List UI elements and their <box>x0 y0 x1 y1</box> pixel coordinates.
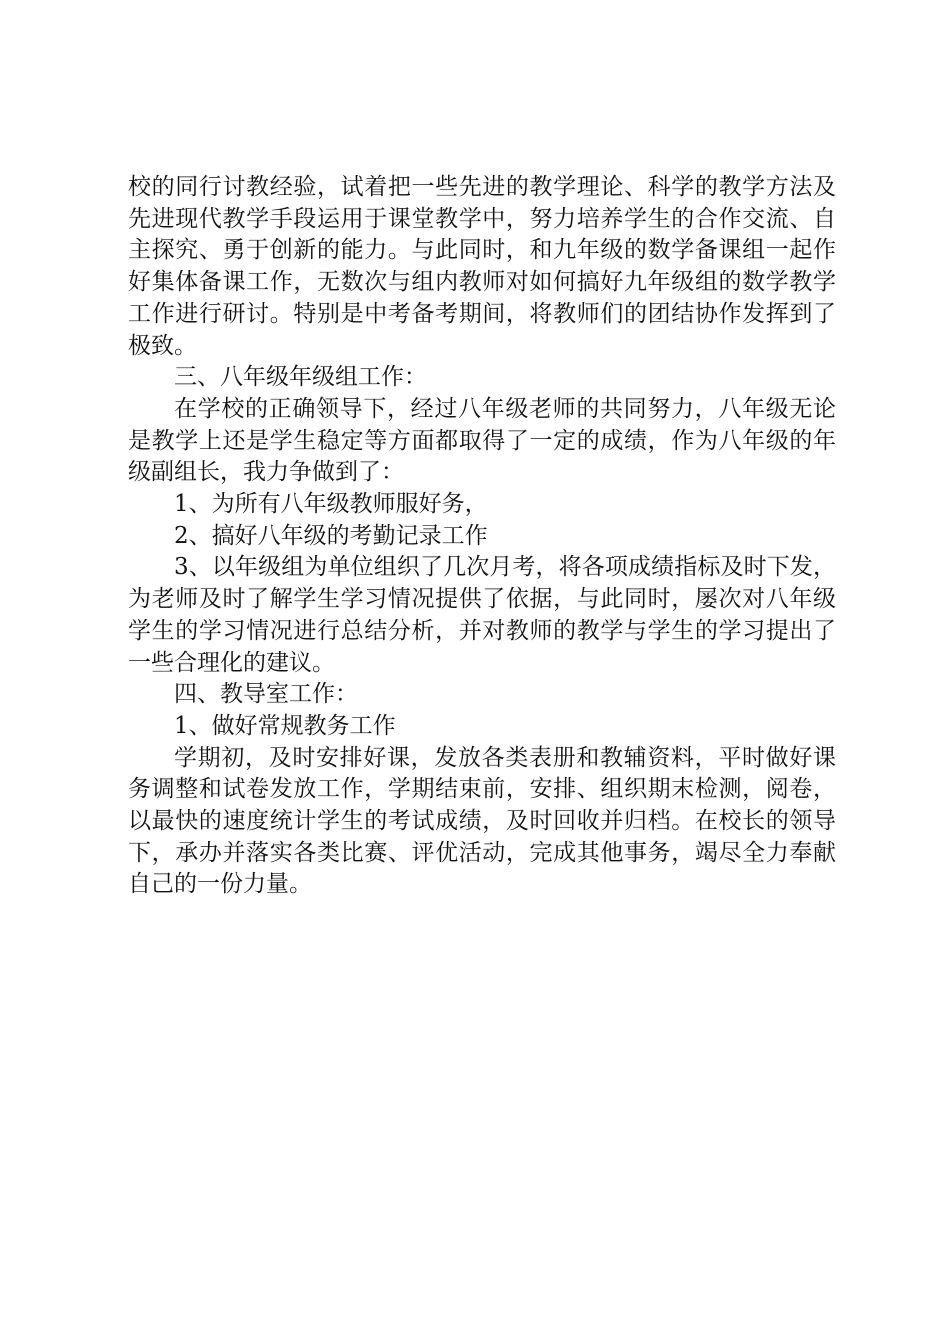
list-item-2: 2、搞好八年级的考勤记录工作 <box>174 522 488 549</box>
paragraph-routine-affairs: 学期初，及时安排好课，发放各类表册和教辅资料，平时做好课务调整和试卷发放工作，学期结束前，安排、组织期末检测，阅卷，以最快的速度统计学生的考试成绩，及时回收并归档。在校长的领导下，承办并落实各类比赛、评优活动，完成其他事务，竭尽全力奉献自己的一份力量。 <box>128 744 836 898</box>
section-heading-grade-eight: 三、八年级年级组工作： <box>174 364 427 391</box>
document-body <box>128 172 836 901</box>
paragraph-continuation: 校的同行讨教经验，试着把一些先进的教学理论、科学的教学方法及先进现代教学手段运用于课堂教学中，努力培养学生的合作交流、自主探究、勇于创新的能力。与此同时，和九年级的数学备课组一起作好集体备课工作，无数次与组内教师对如何搞好九年级组的数学教学工作进行研讨。特别是中考备考期间，将教师们的团结协作发挥到了极致。 <box>128 174 836 359</box>
subheading-routine-affairs: 1、做好常规教务工作 <box>174 712 396 739</box>
section-heading-academic-office: 四、教导室工作： <box>174 681 358 708</box>
list-item-1: 1、为所有八年级教师服好务， <box>174 491 488 518</box>
list-item-3: 3、以年级组为单位组织了几次月考，将各项成绩指标及时下发，为老师及时了解学生学习情况提供了依据，与此同时，屡次对八年级学生的学习情况进行总结分析，并对教师的教学与学生的学习提出了一些合理化的建议。 <box>128 554 836 676</box>
paragraph-grade-eight-intro: 在学校的正确领导下，经过八年级老师的共同努力，八年级无论是教学上还是学生稳定等方面都取得了一定的成绩，作为八年级的年级副组长，我力争做到了： <box>128 395 836 486</box>
